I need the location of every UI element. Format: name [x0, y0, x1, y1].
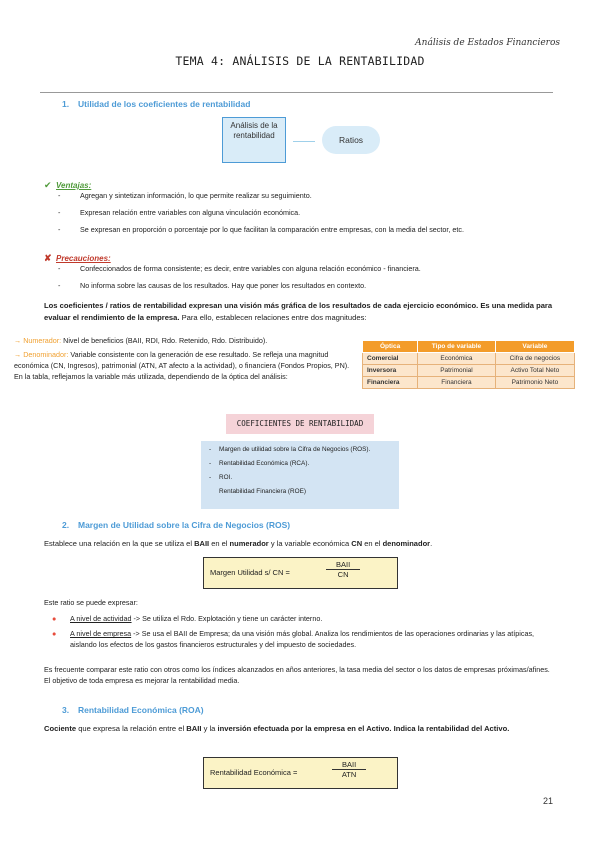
section-2-heading: 2. Margen de Utilidad sobre la Cifra de Negocios (ROS) — [62, 520, 291, 530]
formula-denominator: CN — [337, 570, 349, 579]
ros-formula — [203, 557, 398, 589]
ventajas-heading: ✔ Ventajas: — [44, 180, 92, 190]
list-item: - Rentabilidad Económica (RCA). — [209, 460, 310, 467]
page-number: 21 — [543, 796, 554, 806]
levels-list — [52, 613, 552, 650]
page-title: TEMA 4: ANÁLISIS DE LA RENTABILIDAD — [175, 54, 425, 68]
section-2-closing: Es frecuente comparar este ratio con otros como los índices alcanzados en años anteriores, la tasa media del sector o los datos de empresas próximas/afines. El objetivo de toda empresa es mejorar la rentabilidad media. — [44, 665, 550, 685]
check-icon: ✔ — [44, 180, 52, 190]
formula-lhs: Margen Utilidad s/ CN = — [210, 568, 290, 577]
formula-fraction — [332, 760, 366, 779]
magnitudes-text — [14, 335, 359, 382]
formula-numerator: BAII — [332, 760, 366, 770]
coeficientes-list — [201, 441, 399, 509]
precauciones-heading: ✘ Precauciones: — [44, 253, 111, 263]
formula-denominator: ATN — [341, 770, 357, 779]
running-header: Análisis de Estados Financieros — [415, 38, 560, 48]
diagram-left-box: Análisis de la rentabilidad — [222, 117, 286, 163]
bullet-icon: ● — [52, 614, 57, 623]
arrow-right-icon: → — [14, 350, 22, 359]
title-divider — [40, 92, 553, 93]
table-row: Inversora Patrimonial Activo Total Neto — [363, 365, 575, 377]
diagram-arrow — [293, 141, 315, 142]
cross-icon: ✘ — [44, 253, 52, 263]
list-item: - Agregan y sintetizan información, lo que permite realizar su seguimiento. — [58, 191, 312, 200]
section-1-heading: 1. Utilidad de los coeficientes de rentabilidad — [62, 99, 251, 109]
list-item: - Margen de utilidad sobre la Cifra de Negocios (ROS). — [209, 446, 371, 453]
list-item: ● A nivel de actividad -> Se utiliza el Rdo. Explotación y tiene un carácter interno. — [52, 614, 323, 623]
list-item: Rentabilidad Financiera (ROE) — [219, 488, 307, 495]
list-item: ● A nivel de empresa -> Se usa el BAII de Empresa; da una visión más global. Analiza los rendimientos de las operaciones ordinarias y las atípicas, aislando los efectos de los gastos financieros estructurales y del impuesto de sociedades. — [52, 629, 535, 649]
precauciones-list — [58, 263, 548, 291]
numerador-line: → Numerador: Nivel de beneficios (BAII, RDI, Rdo. Retenido, Rdo. Distribuido). — [14, 336, 268, 345]
denominador-line: → Denominador: Variable consistente con la generación de ese resultado. Se refleja una magnitud económica (CN, Ingresos), patrimonial (ATN, AT afecto a la actividad), o financiera (Fondos Propios, PN). En la tabla, reflejamos la variable más utilizada, dependiendo de la óptica del análisis: — [14, 350, 350, 381]
coeficientes-label: COEFICIENTES DE RENTABILIDAD — [226, 414, 374, 434]
table-row: Financiera Financiera Patrimonio Neto — [363, 377, 575, 389]
can-express-text: Este ratio se puede expresar: — [44, 598, 138, 607]
formula-lhs: Rentabilidad Económica = — [210, 768, 298, 777]
ventajas-list — [58, 190, 548, 235]
arrow-right-icon: → — [14, 336, 22, 345]
roa-formula — [203, 757, 398, 789]
list-item: - Se expresan en proporción o porcentaje por lo que facilitan la comparación entre empresas, con la media del sector, etc. — [58, 225, 464, 234]
list-item: - Expresan relación entre variables con alguna vinculación económica. — [58, 208, 301, 217]
diagram-right-pill: Ratios — [322, 126, 380, 154]
formula-fraction — [326, 560, 360, 579]
table-header-row: Óptica Tipo de variable Variable — [363, 341, 575, 353]
bullet-icon: ● — [52, 629, 57, 638]
summary-paragraph: Los coeficientes / ratios de rentabilidad expresan una visión más gráfica de los resultados de cada ejercicio económico. Es una medida para evaluar el rendimiento de la empresa. Para ello, establecen relaciones entre dos magnitudes: — [44, 301, 553, 322]
section-3-heading: 3. Rentabilidad Económica (ROA) — [62, 705, 204, 715]
list-item: - ROI. — [209, 474, 233, 481]
section-3-paragraph: Cociente que expresa la relación entre el BAII y la inversión efectuada por la empresa en el Activo. Indica la rentabilidad del Activo. — [44, 724, 510, 733]
section-2-intro: Establece una relación en la que se utiliza el BAII en el numerador y la variable económica CN en el denominador. — [44, 539, 433, 548]
formula-numerator: BAII — [326, 560, 360, 570]
list-item: - Confeccionados de forma consistente; es decir, entre variables con alguna relación económico - financiera. — [58, 264, 421, 273]
list-item: - No informa sobre las causas de los resultados. Hay que poner los resultados en contexto. — [58, 281, 367, 290]
table-row: Comercial Económica Cifra de negocios — [363, 353, 575, 365]
optics-table — [362, 340, 575, 389]
